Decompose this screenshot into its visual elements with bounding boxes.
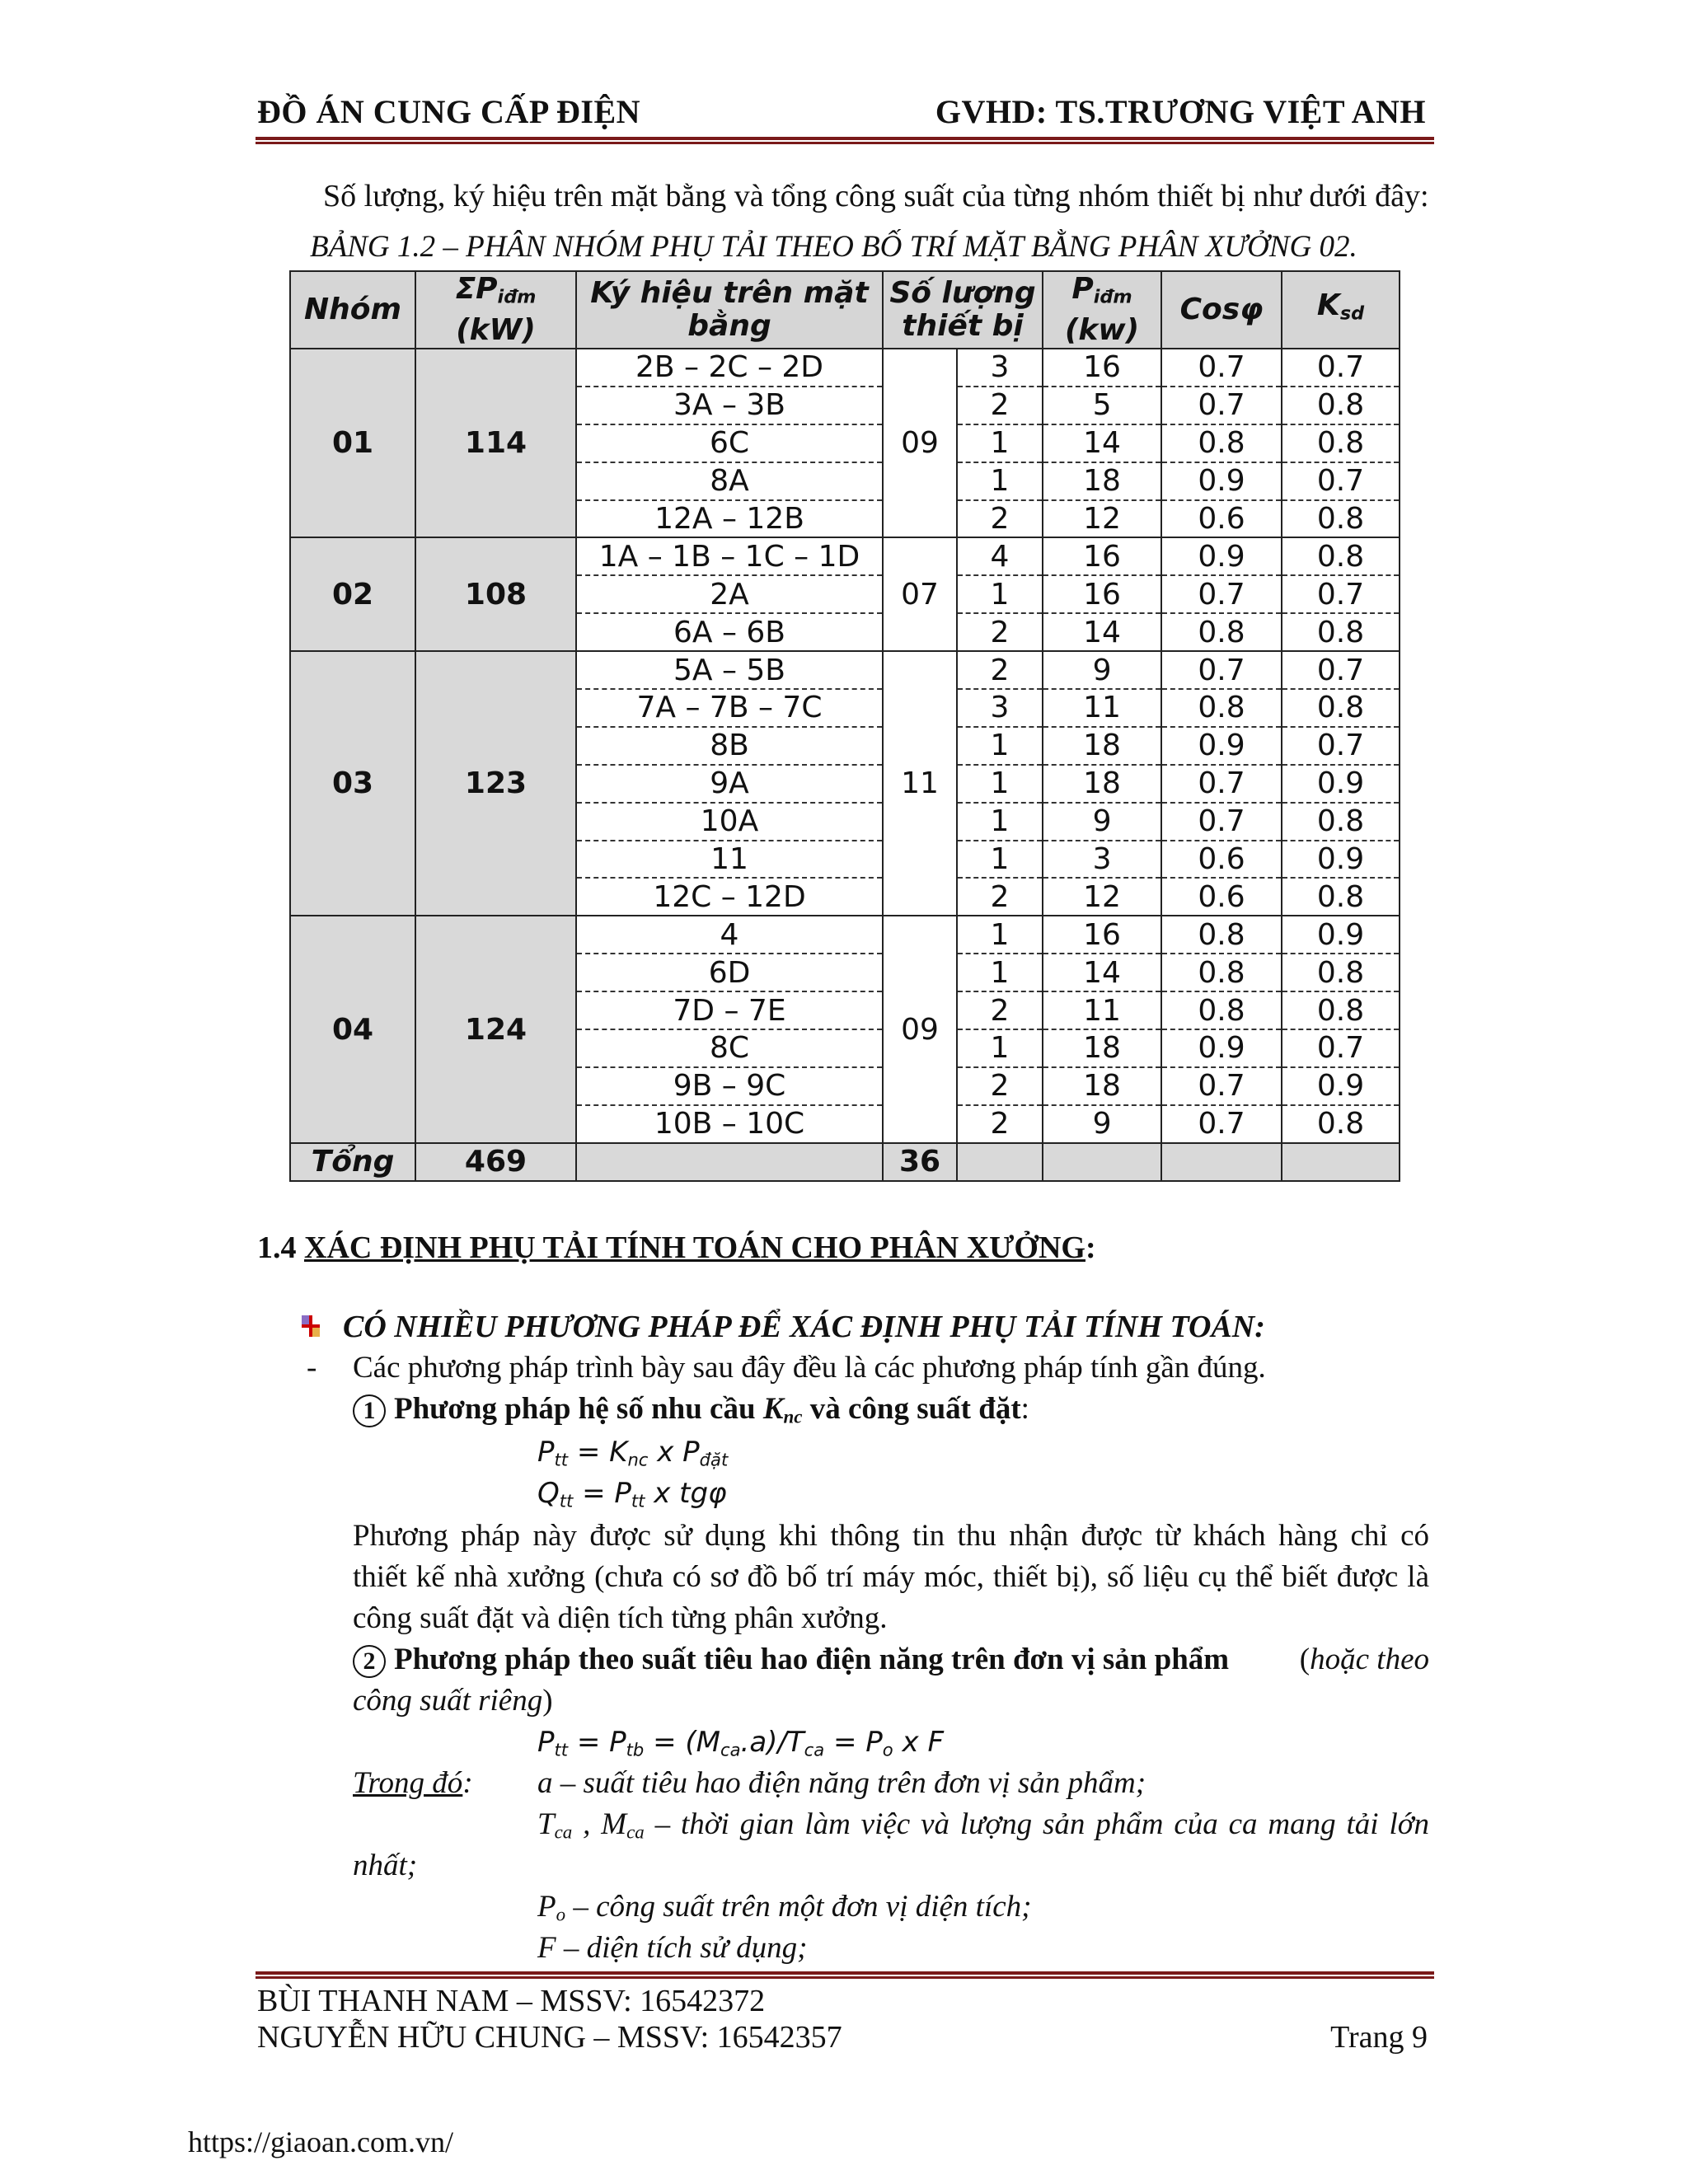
footer-rule xyxy=(256,1971,1434,1975)
cell-cos: 0.8 xyxy=(1161,424,1282,462)
cell-cos: 0.8 xyxy=(1161,613,1282,651)
cell-p: 14 xyxy=(1043,424,1161,462)
cell-kyhieu: 7A – 7B – 7C xyxy=(576,689,883,727)
method2-title: 2 Phương pháp theo suất tiêu hao điện năng trên đơn vị sản phẩm (hoặc theo xyxy=(353,1642,1429,1678)
footer-rule-2 xyxy=(256,1976,1434,1979)
cell-cos: 0.7 xyxy=(1161,575,1282,613)
method1-desc-1: Phương pháp này được sử dụng khi thông tin thu nhận được từ khách hàng chỉ có xyxy=(353,1519,1429,1553)
formula-qtt: $Q_{tt} = P_{tt}$ x tgφ xyxy=(537,1477,727,1511)
cell-ksd: 0.8 xyxy=(1282,500,1400,538)
cell-ksd: 0.9 xyxy=(1282,765,1400,803)
circled-number-1: 1 xyxy=(353,1394,386,1427)
cell-kyhieu: 2B – 2C – 2D xyxy=(576,349,883,387)
formula-ptt: $P_{tt} = K_{nc}$ x $P_{đặt}$ xyxy=(537,1436,729,1470)
cell-cos: 0.9 xyxy=(1161,1029,1282,1067)
cell-cos: 0.9 xyxy=(1161,537,1282,575)
def-po: $P_o$ – công suất trên một đơn vị diện tích; xyxy=(537,1890,1032,1925)
cell-ksd: 0.8 xyxy=(1282,537,1400,575)
th-kyhieu: Ký hiệu trên mặt bằng xyxy=(576,271,883,349)
cell-cos: 0.8 xyxy=(1161,689,1282,727)
def-f: F – diện tích sử dụng; xyxy=(537,1931,808,1965)
formula-ptt-2: $P_{tt} = P_{tb} = (M_{ca}.a)/T_{ca} = P_o$ x F xyxy=(537,1726,944,1760)
cell-ksd: 0.8 xyxy=(1282,991,1400,1029)
cell-kyhieu: 7D – 7E xyxy=(576,991,883,1029)
def-tca-cont: nhất; xyxy=(353,1849,418,1882)
cell-ksd: 0.7 xyxy=(1282,349,1400,387)
cell-p: 3 xyxy=(1043,841,1161,879)
footer-author-2: NGUYỄN HỮU CHUNG – MSSV: 16542357 xyxy=(257,2020,842,2055)
total-label: Tổng xyxy=(290,1143,415,1181)
cell-soluong: 1 xyxy=(957,727,1043,765)
cell-p: 18 xyxy=(1043,462,1161,500)
cell-ksd: 0.7 xyxy=(1282,462,1400,500)
cell-kyhieu: 3A – 3B xyxy=(576,387,883,424)
method2-title-cont: công suất riêng) xyxy=(353,1684,553,1718)
section-heading: 1.4 XÁC ĐỊNH PHỤ TẢI TÍNH TOÁN CHO PHÂN XƯỞNG: xyxy=(257,1230,1096,1265)
cell-p: 9 xyxy=(1043,803,1161,841)
cell-cos: 0.8 xyxy=(1161,916,1282,954)
cell-soluong: 1 xyxy=(957,765,1043,803)
cell-cos: 0.7 xyxy=(1161,387,1282,424)
total-row xyxy=(290,1143,1400,1181)
table-row xyxy=(290,651,1400,689)
source-url[interactable]: https://giaoan.com.vn/ xyxy=(188,2125,453,2158)
cell-cos: 0.7 xyxy=(1161,651,1282,689)
th-cos: Cosφ xyxy=(1161,271,1282,349)
cell-cos: 0.6 xyxy=(1161,878,1282,916)
trong-do-label: Trong đó: xyxy=(353,1766,473,1800)
def-a: a – suất tiêu hao điện năng trên đơn vị sản phẩm; xyxy=(537,1766,1146,1800)
group-sum-power: 123 xyxy=(415,651,576,916)
th-p: $P_{iđm}$ (kw) xyxy=(1043,271,1161,349)
def-tca: $T_{ca}$ , $M_{ca}$ – thời gian làm việc và lượng sản phẩm của ca mang tải lớn xyxy=(537,1807,1429,1843)
cell-ksd: 0.8 xyxy=(1282,1105,1400,1143)
cell-p: 18 xyxy=(1043,727,1161,765)
th-ksd: $K_{sd}$ xyxy=(1282,271,1400,349)
cell-soluong: 3 xyxy=(957,689,1043,727)
cell-ksd: 0.8 xyxy=(1282,424,1400,462)
cell-ksd: 0.7 xyxy=(1282,651,1400,689)
cell-kyhieu: 8A xyxy=(576,462,883,500)
dash-marker: - xyxy=(307,1351,317,1385)
cell-p: 16 xyxy=(1043,916,1161,954)
cell-kyhieu: 12C – 12D xyxy=(576,878,883,916)
cell-cos: 0.7 xyxy=(1161,349,1282,387)
cell-soluong: 2 xyxy=(957,991,1043,1029)
cell-kyhieu: 10A xyxy=(576,803,883,841)
group-number: 03 xyxy=(290,651,415,916)
cell-ksd: 0.8 xyxy=(1282,878,1400,916)
cell-ksd: 0.7 xyxy=(1282,575,1400,613)
cell-ksd: 0.9 xyxy=(1282,916,1400,954)
cell-kyhieu: 1A – 1B – 1C – 1D xyxy=(576,537,883,575)
cell-kyhieu: 4 xyxy=(576,916,883,954)
group-number: 01 xyxy=(290,349,415,537)
cell-soluong: 4 xyxy=(957,537,1043,575)
cell-p: 11 xyxy=(1043,689,1161,727)
cell-soluong: 2 xyxy=(957,500,1043,538)
cell-p: 18 xyxy=(1043,1029,1161,1067)
group-sum-power: 124 xyxy=(415,916,576,1142)
cell-cos: 0.6 xyxy=(1161,500,1282,538)
cell-soluong: 1 xyxy=(957,916,1043,954)
cell-p: 16 xyxy=(1043,575,1161,613)
group-device-count: 07 xyxy=(883,537,957,651)
cell-kyhieu: 6A – 6B xyxy=(576,613,883,651)
load-table xyxy=(289,270,1400,1182)
group-device-count: 09 xyxy=(883,349,957,537)
cell-ksd: 0.8 xyxy=(1282,954,1400,991)
cell-cos: 0.7 xyxy=(1161,803,1282,841)
footer-author-1: BÙI THANH NAM – MSSV: 16542372 xyxy=(257,1984,766,2018)
cell-p: 16 xyxy=(1043,537,1161,575)
th-sum-p: $\Sigma P_{iđm}$ (kW) xyxy=(415,271,576,349)
cell-ksd: 0.8 xyxy=(1282,387,1400,424)
cell-cos: 0.9 xyxy=(1161,727,1282,765)
supervisor: GVHD: TS.TRƯƠNG VIỆT ANH xyxy=(935,93,1426,130)
total-sum: 469 xyxy=(415,1143,576,1181)
table-row xyxy=(290,537,1400,575)
cell-soluong: 2 xyxy=(957,613,1043,651)
cell-soluong: 1 xyxy=(957,803,1043,841)
cell-p: 9 xyxy=(1043,651,1161,689)
cell-kyhieu: 12A – 12B xyxy=(576,500,883,538)
cell-soluong: 2 xyxy=(957,878,1043,916)
cell-p: 12 xyxy=(1043,878,1161,916)
intro-text: Số lượng, ký hiệu trên mặt bằng và tổng công suất của từng nhóm thiết bị như dưới đây: xyxy=(323,179,1429,213)
group-sum-power: 108 xyxy=(415,537,576,651)
cell-soluong: 2 xyxy=(957,651,1043,689)
cell-soluong: 3 xyxy=(957,349,1043,387)
doc-title: ĐỒ ÁN CUNG CẤP ĐIỆN xyxy=(257,93,641,130)
total-count: 36 xyxy=(883,1143,957,1181)
page-number: Trang 9 xyxy=(1330,2020,1428,2055)
cell-ksd: 0.8 xyxy=(1282,613,1400,651)
cell-ksd: 0.9 xyxy=(1282,841,1400,879)
header-rule xyxy=(256,137,1434,140)
cell-cos: 0.8 xyxy=(1161,954,1282,991)
cell-kyhieu: 8B xyxy=(576,727,883,765)
table-body xyxy=(290,349,1400,1181)
cell-p: 12 xyxy=(1043,500,1161,538)
table-caption: BẢNG 1.2 – PHÂN NHÓM PHỤ TẢI THEO BỐ TRÍ MẶT BẰNG PHÂN XƯỞNG 02. xyxy=(310,230,1357,264)
cell-cos: 0.6 xyxy=(1161,841,1282,879)
circled-number-2: 2 xyxy=(353,1645,386,1678)
cell-p: 14 xyxy=(1043,613,1161,651)
cell-soluong: 2 xyxy=(957,1105,1043,1143)
cell-cos: 0.8 xyxy=(1161,991,1282,1029)
cell-soluong: 1 xyxy=(957,462,1043,500)
method1-desc-2: thiết kế nhà xưởng (chưa có sơ đồ bố trí máy móc, thiết bị), số liệu cụ thể biết được là xyxy=(353,1560,1429,1594)
table-row xyxy=(290,349,1400,387)
cell-kyhieu: 8C xyxy=(576,1029,883,1067)
cell-kyhieu: 6D xyxy=(576,954,883,991)
cell-cos: 0.9 xyxy=(1161,462,1282,500)
cell-cos: 0.7 xyxy=(1161,1067,1282,1105)
cell-soluong: 2 xyxy=(957,1067,1043,1105)
total-blank xyxy=(1161,1143,1282,1181)
cell-soluong: 1 xyxy=(957,841,1043,879)
cell-ksd: 0.7 xyxy=(1282,727,1400,765)
cell-soluong: 1 xyxy=(957,424,1043,462)
method1-title: 1 Phương pháp hệ số nhu cầu $K_{nc}$ và công suất đặt: xyxy=(353,1391,1029,1428)
group-device-count: 09 xyxy=(883,916,957,1142)
cell-p: 11 xyxy=(1043,991,1161,1029)
th-soluong: Số lượng thiết bị xyxy=(883,271,1043,349)
cell-ksd: 0.9 xyxy=(1282,1067,1400,1105)
cell-p: 18 xyxy=(1043,1067,1161,1105)
cell-soluong: 1 xyxy=(957,1029,1043,1067)
cell-p: 9 xyxy=(1043,1105,1161,1143)
cell-kyhieu: 6C xyxy=(576,424,883,462)
cell-p: 5 xyxy=(1043,387,1161,424)
cell-ksd: 0.8 xyxy=(1282,689,1400,727)
cell-soluong: 1 xyxy=(957,575,1043,613)
bullet-icon xyxy=(302,1309,320,1327)
cell-cos: 0.7 xyxy=(1161,765,1282,803)
cell-p: 18 xyxy=(1043,765,1161,803)
cell-kyhieu: 9B – 9C xyxy=(576,1067,883,1105)
table-row xyxy=(290,916,1400,954)
th-nhom: Nhóm xyxy=(290,271,415,349)
approx-line: Các phương pháp trình bày sau đây đều là các phương pháp tính gần đúng. xyxy=(353,1351,1266,1385)
total-blank xyxy=(957,1143,1043,1181)
cell-p: 14 xyxy=(1043,954,1161,991)
group-device-count: 11 xyxy=(883,651,957,916)
table-header-row xyxy=(290,271,1400,349)
cell-p: 16 xyxy=(1043,349,1161,387)
subheading: CÓ NHIỀU PHƯƠNG PHÁP ĐỂ XÁC ĐỊNH PHỤ TẢI TÍNH TOÁN: xyxy=(302,1309,1265,1345)
cell-ksd: 0.8 xyxy=(1282,803,1400,841)
cell-soluong: 1 xyxy=(957,954,1043,991)
cell-kyhieu: 11 xyxy=(576,841,883,879)
total-blank xyxy=(1282,1143,1400,1181)
cell-kyhieu: 9A xyxy=(576,765,883,803)
cell-kyhieu: 2A xyxy=(576,575,883,613)
group-sum-power: 114 xyxy=(415,349,576,537)
header-rule-2 xyxy=(256,142,1434,144)
cell-kyhieu: 10B – 10C xyxy=(576,1105,883,1143)
group-number: 04 xyxy=(290,916,415,1142)
cell-kyhieu: 5A – 5B xyxy=(576,651,883,689)
cell-cos: 0.7 xyxy=(1161,1105,1282,1143)
group-number: 02 xyxy=(290,537,415,651)
method1-desc-3: công suất đặt và diện tích từng phân xưởng. xyxy=(353,1601,888,1635)
total-blank xyxy=(1043,1143,1161,1181)
cell-soluong: 2 xyxy=(957,387,1043,424)
cell-ksd: 0.7 xyxy=(1282,1029,1400,1067)
total-blank xyxy=(576,1143,883,1181)
